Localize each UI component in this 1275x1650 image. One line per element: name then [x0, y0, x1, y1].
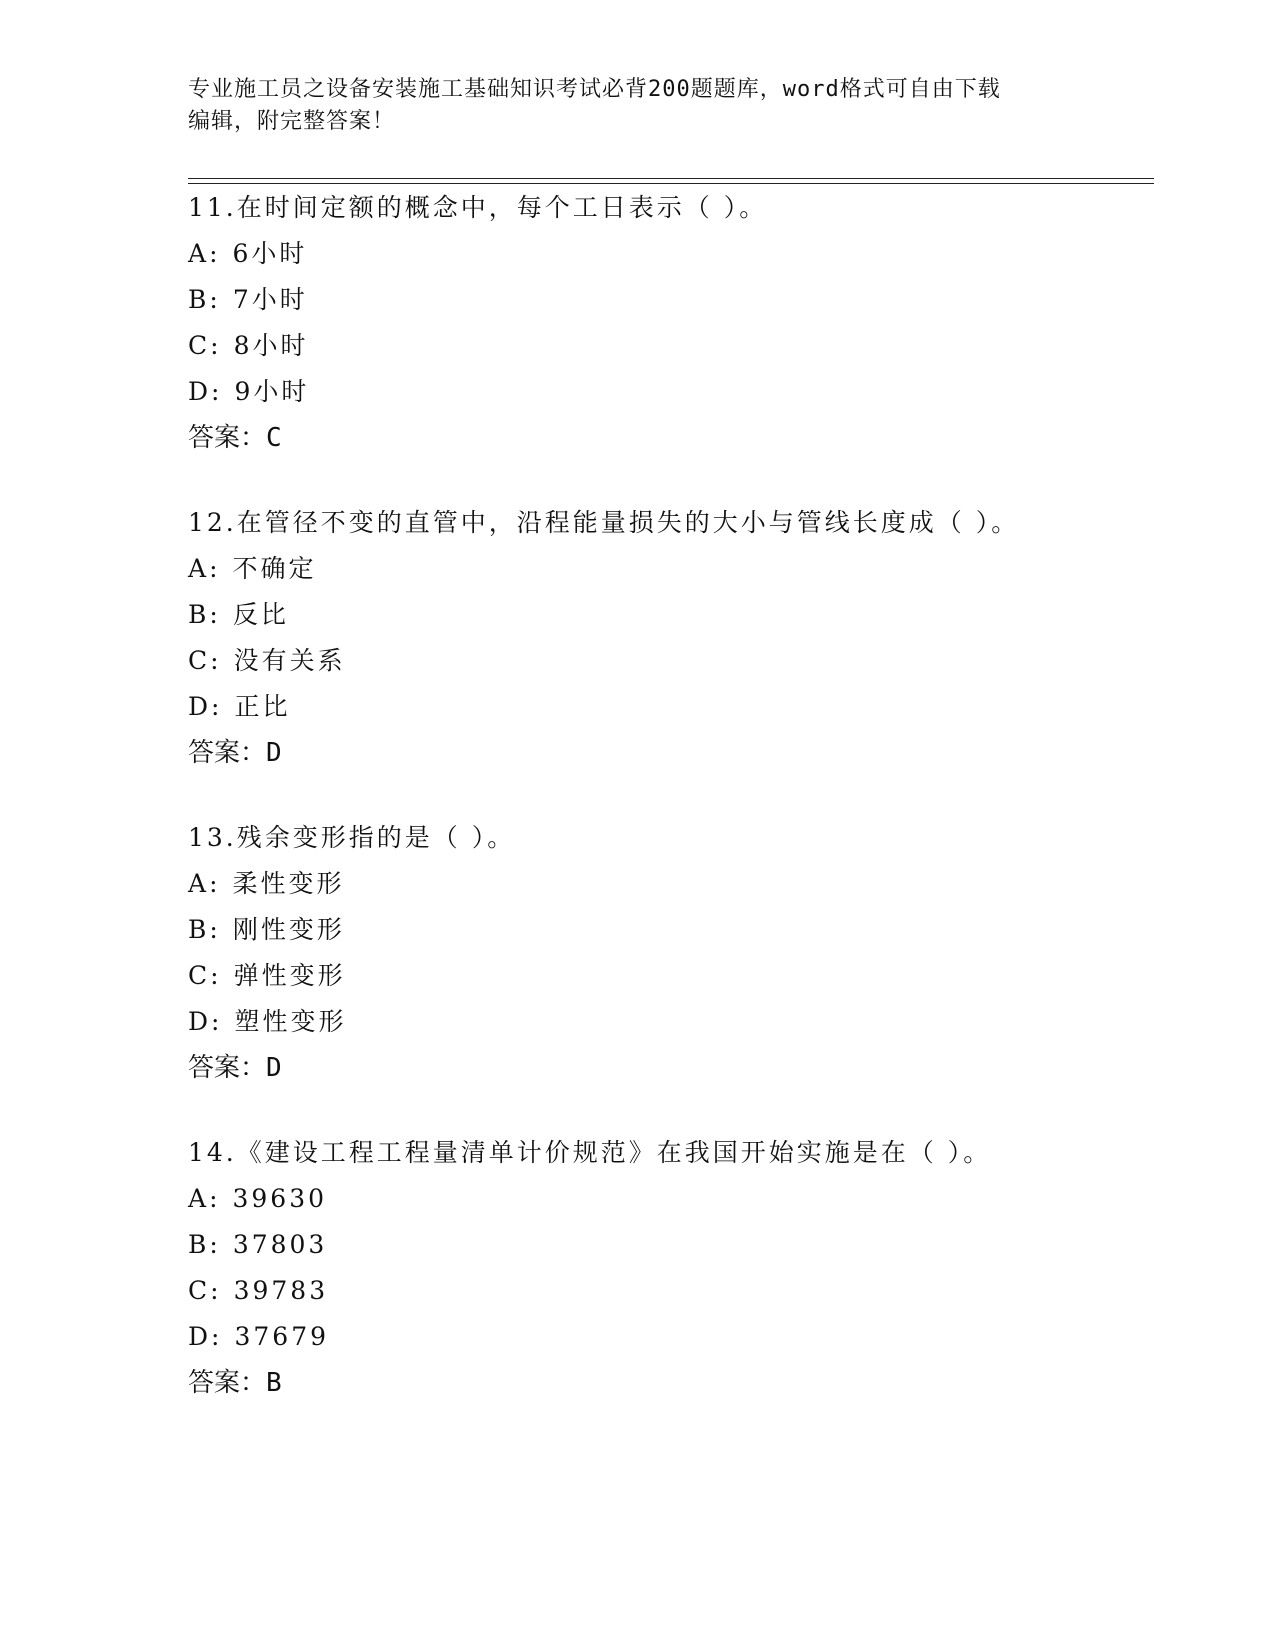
option-text: 37803: [232, 1230, 328, 1259]
option-key: A: [188, 869, 210, 898]
option-c: [188, 638, 1148, 684]
option-separator: :: [210, 961, 222, 990]
option-d: [188, 369, 1148, 415]
option-c: [188, 953, 1148, 999]
option-text: 正比: [234, 692, 291, 721]
option-separator: :: [209, 239, 221, 268]
option-d: [188, 999, 1148, 1045]
option-key: B: [188, 1230, 210, 1259]
question-12: [188, 500, 1148, 776]
document-header: [188, 74, 1088, 138]
option-separator: :: [211, 377, 223, 406]
question-stem: 12.在管径不变的直管中，沿程能量损失的大小与管线长度成（ ）。: [188, 508, 1020, 537]
option-separator: :: [209, 869, 221, 898]
question-stem: 14.《建设工程工程量清单计价规范》在我国开始实施是在（ ）。: [188, 1138, 992, 1167]
question-stem: 13.残余变形指的是（ ）。: [188, 823, 516, 852]
option-a: [188, 861, 1148, 907]
option-text: 不确定: [232, 554, 317, 583]
option-text: 39783: [233, 1276, 329, 1305]
option-text: 8小时: [233, 331, 309, 360]
option-key: B: [188, 285, 210, 314]
option-key: B: [188, 600, 210, 629]
question-stem: 11.在时间定额的概念中，每个工日表示（ ）。: [188, 193, 768, 222]
option-a: [188, 1176, 1148, 1222]
header-divider-top: [188, 178, 1154, 179]
option-text: 39630: [232, 1184, 328, 1213]
option-a: [188, 546, 1148, 592]
option-key: B: [188, 915, 210, 944]
answer-line: 答案：D: [188, 738, 282, 768]
option-b: [188, 592, 1148, 638]
option-separator: :: [209, 285, 221, 314]
answer-line: 答案：C: [188, 423, 282, 453]
answer-line: 答案：D: [188, 1053, 282, 1083]
option-key: C: [188, 646, 211, 675]
option-a: [188, 231, 1148, 277]
answer-line: 答案：B: [188, 1368, 282, 1398]
option-separator: :: [209, 1184, 221, 1213]
option-key: C: [188, 331, 211, 360]
option-b: [188, 907, 1148, 953]
option-key: D: [188, 1322, 212, 1351]
question-13: [188, 815, 1148, 1091]
option-key: C: [188, 1276, 211, 1305]
question-11: [188, 185, 1148, 461]
option-key: C: [188, 961, 211, 990]
option-text: 弹性变形: [233, 961, 346, 990]
option-c: [188, 323, 1148, 369]
option-d: [188, 1314, 1148, 1360]
option-text: 9小时: [234, 377, 310, 406]
header-line-2: 编辑，附完整答案！: [188, 109, 396, 134]
option-separator: :: [210, 646, 222, 675]
question-14: [188, 1130, 1148, 1406]
option-separator: :: [210, 1276, 222, 1305]
option-key: A: [188, 554, 210, 583]
option-c: [188, 1268, 1148, 1314]
option-separator: :: [211, 1007, 223, 1036]
option-b: [188, 277, 1148, 323]
option-separator: :: [209, 600, 221, 629]
option-d: [188, 684, 1148, 730]
option-separator: :: [210, 331, 222, 360]
option-key: A: [188, 1184, 210, 1213]
option-separator: :: [211, 1322, 223, 1351]
option-separator: :: [209, 915, 221, 944]
option-text: 6小时: [232, 239, 308, 268]
option-text: 反比: [232, 600, 289, 629]
option-separator: :: [209, 554, 221, 583]
option-text: 7小时: [232, 285, 308, 314]
option-text: 没有关系: [233, 646, 346, 675]
header-line-1: 专业施工员之设备安装施工基础知识考试必背200题题库，word格式可自由下载: [188, 77, 1001, 102]
option-text: 37679: [234, 1322, 330, 1351]
option-text: 柔性变形: [232, 869, 345, 898]
option-separator: :: [211, 692, 223, 721]
option-key: D: [188, 377, 212, 406]
header-divider-bottom: [188, 183, 1154, 184]
option-b: [188, 1222, 1148, 1268]
option-key: A: [188, 239, 210, 268]
option-text: 刚性变形: [232, 915, 345, 944]
option-key: D: [188, 1007, 212, 1036]
option-separator: :: [209, 1230, 221, 1259]
option-key: D: [188, 692, 212, 721]
option-text: 塑性变形: [234, 1007, 347, 1036]
